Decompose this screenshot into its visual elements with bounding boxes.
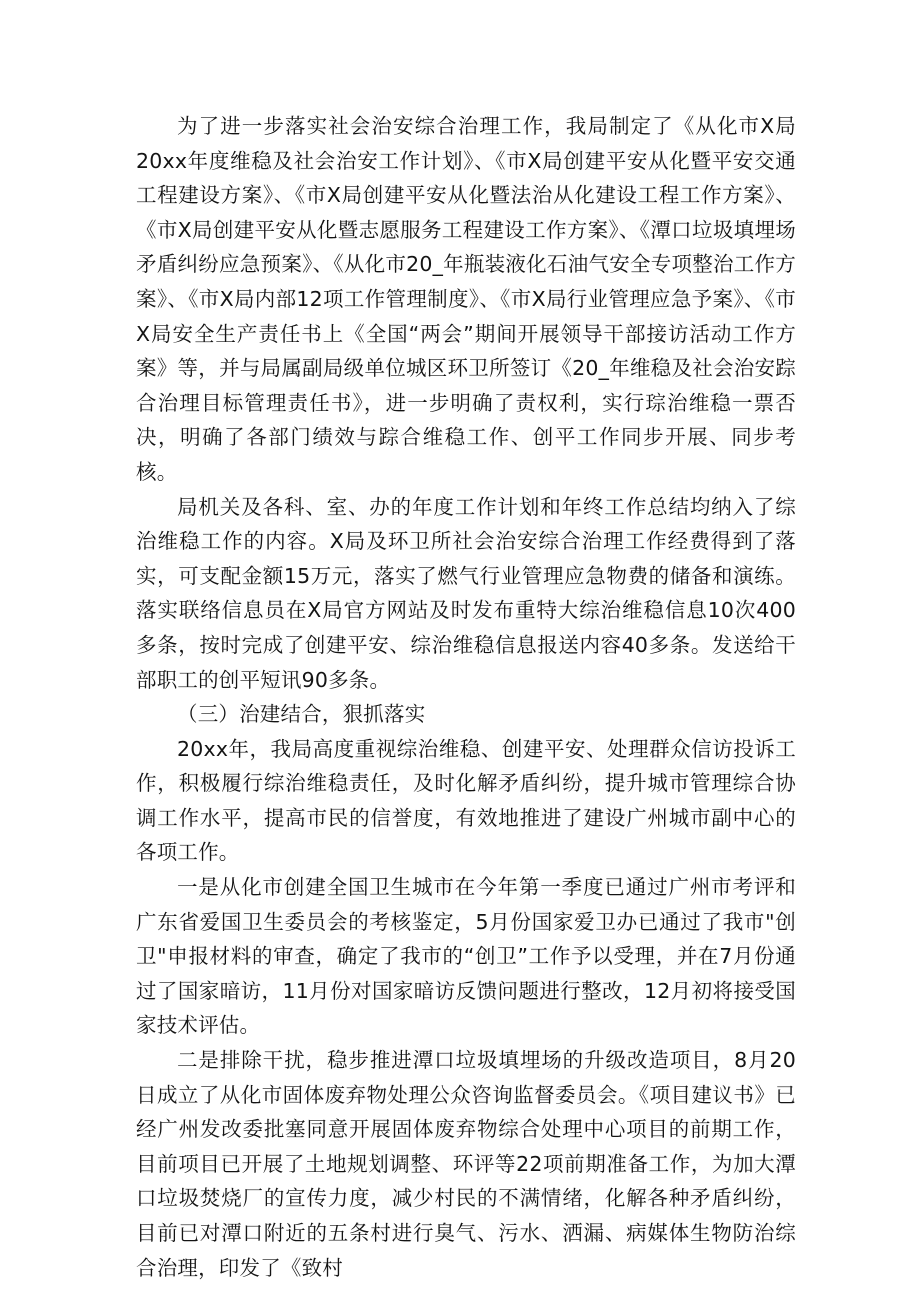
paragraph-overview: 20xx年，我局高度重视综治维稳、创建平安、处理群众信访投诉工作，积极履行综治维稳责任，及时化解矛盾纠纷，提升城市管理综合协调工作水平，提高市民的信誉度，有效地推进了建设广州城市副中心的各项工作。 — [136, 736, 796, 865]
document-body — [136, 109, 796, 1285]
paragraph-health-city: 一是从化市创建全国卫生城市在今年第一季度已通过广州市考评和广东省爱国卫生委员会的考核鉴定，5月份国家爱卫办已通过了我市"创卫"申报材料的审查，确定了我市的“创卫”工作予以受理，并在7月份通过了国家暗访，11月份对国家暗访反馈问题进行整改，12月初将接受国家技术评估。 — [136, 875, 796, 1038]
paragraph-landfill: 二是排除干扰，稳步推进潭口垃圾填埋场的升级改造项目，8月20日成立了从化市固体废弃物处理公众咨询监督委员会。《项目建议书》已经广州发改委批塞同意开展固体废弃物综合处理中心项目的前期工作，目前项目已开展了土地规划调整、环评等22项前期准备工作，为加大潭口垃圾焚烧厂的宣传力度，减少村民的不满情绪，化解各种矛盾纠纷，目前已对潭口附近的五条村进行臭气、污水、洒漏、病媒体生物防治综合治理，印发了《致村 — [136, 1048, 796, 1280]
paragraph-annual-plans: 局机关及各科、室、办的年度工作计划和年终工作总结均纳入了综治维稳工作的内容。X局及环卫所社会治安综合治理工作经费得到了落实，可支配金额15万元，落实了燃气行业管理应急物费的储备和演练。落实联络信息员在X局官方网站及时发布重特大综治维稳信息10次400多条，按时完成了创建平安、综治维稳信息报送内容40多条。发送给干部职工的创平短讯90多条。 — [136, 494, 796, 692]
paragraph-work-plans: 为了进一步落实社会治安综合治理工作，我局制定了《从化市X局20xx年度维稳及社会治安工作计划》、《市X局创建平安从化暨平安交通工程建设方案》、《市X局创建平安从化暨法治从化建设工程工作方案》、《市X局创建平安从化暨志愿服务工程建设工作方案》、《潭口垃圾填埋场矛盾纠纷应急预案》、《从化市20_年瓶装液化石油气安全专项整治工作方案》、《市X局内部12项工作管理制度》、《市X局行业管理应急予案》、《市X局安全生产责任书上《全国“两会”期间开展领导干部接访活动工作方案》等，并与局属副局级单位城区环卫所签订《20_年维稳及社会治安踪合治理目标管理责任书》，进一步明确了责权利，实行琮治维稳一票否决，明确了各部门绩效与踪合维稳工作、创平工作同步开展、同步考核。 — [136, 114, 796, 484]
section-heading: （三）治建结合，狠抓落实 — [177, 702, 426, 727]
